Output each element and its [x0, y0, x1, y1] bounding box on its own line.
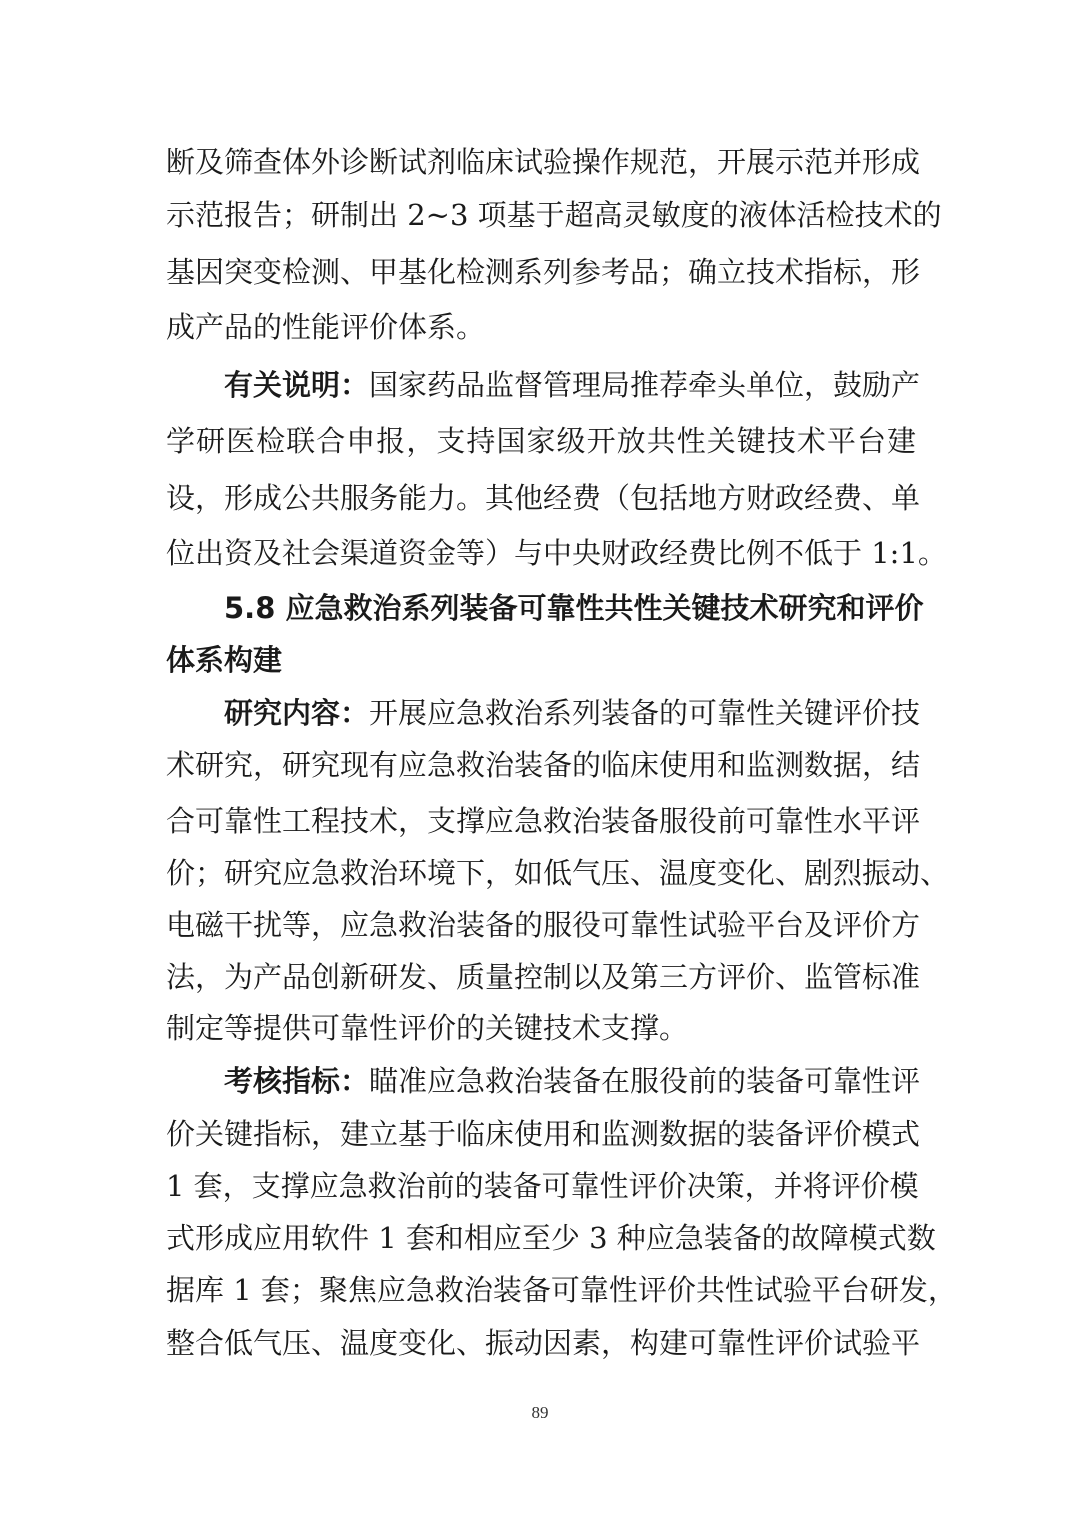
assessment-text: 瞄准应急救治装备在服役前的装备可靠性评: [369, 1064, 921, 1098]
paragraph-assessment-first-line: [224, 1061, 921, 1101]
research-text: 开展应急救治系列装备的可靠性关键评价技: [369, 696, 921, 730]
body-line: 1 套，支撑应急救治前的装备可靠性评价决策，并将评价模: [166, 1169, 919, 1203]
research-label: 研究内容：: [224, 696, 370, 730]
body-line: 示范报告；研制出 2~3 项基于超高灵敏度的液体活检技术的: [166, 198, 942, 232]
body-line: 合可靠性工程技术，支撑应急救治装备服役前可靠性水平评: [166, 804, 921, 838]
assessment-label: 考核指标：: [224, 1064, 370, 1098]
paragraph-research-first-line: [224, 693, 921, 733]
page-number: 89: [531, 1403, 549, 1422]
body-line: 价；研究应急救治环境下，如低气压、温度变化、剧烈振动、: [166, 856, 950, 890]
section-heading-continued: 体系构建: [166, 643, 283, 677]
body-line: 制定等提供可靠性评价的关键技术支撑。: [166, 1011, 689, 1045]
section-heading: 5.8 应急救治系列装备可靠性共性关键技术研究和评价: [224, 591, 924, 625]
body-line: 整合低气压、温度变化、振动因素，构建可靠性评价试验平: [166, 1326, 921, 1360]
note-text: 国家药品监督管理局推荐牵头单位，鼓励产: [369, 368, 921, 402]
body-line: 价关键指标，建立基于临床使用和监测数据的装备评价模式: [166, 1117, 921, 1151]
body-line: 术研究，研究现有应急救治装备的临床使用和监测数据，结: [166, 748, 921, 782]
body-line: 基因突变检测、甲基化检测系列参考品；确立技术指标，形: [166, 255, 921, 289]
body-line: 式形成应用软件 1 套和相应至少 3 种应急装备的故障模式数: [166, 1221, 936, 1255]
body-line: 法，为产品创新研发、质量控制以及第三方评价、监管标准: [166, 960, 921, 994]
body-line: 据库 1 套；聚焦应急救治装备可靠性评价共性试验平台研发，: [166, 1273, 957, 1307]
note-label: 有关说明：: [224, 368, 370, 402]
paragraph-note-first-line: [224, 365, 921, 405]
body-line: 位出资及社会渠道资金等）与中央财政经费比例不低于 1:1。: [166, 536, 947, 570]
body-line: 学研医检联合申报，支持国家级开放共性关键技术平台建: [166, 424, 916, 458]
body-line: 成产品的性能评价体系。: [166, 310, 486, 344]
body-line: 电磁干扰等，应急救治装备的服役可靠性试验平台及评价方: [166, 908, 921, 942]
body-line: 断及筛查体外诊断试剂临床试验操作规范，开展示范并形成: [166, 145, 921, 179]
body-line: 设，形成公共服务能力。其他经费（包括地方财政经费、单: [166, 481, 921, 515]
